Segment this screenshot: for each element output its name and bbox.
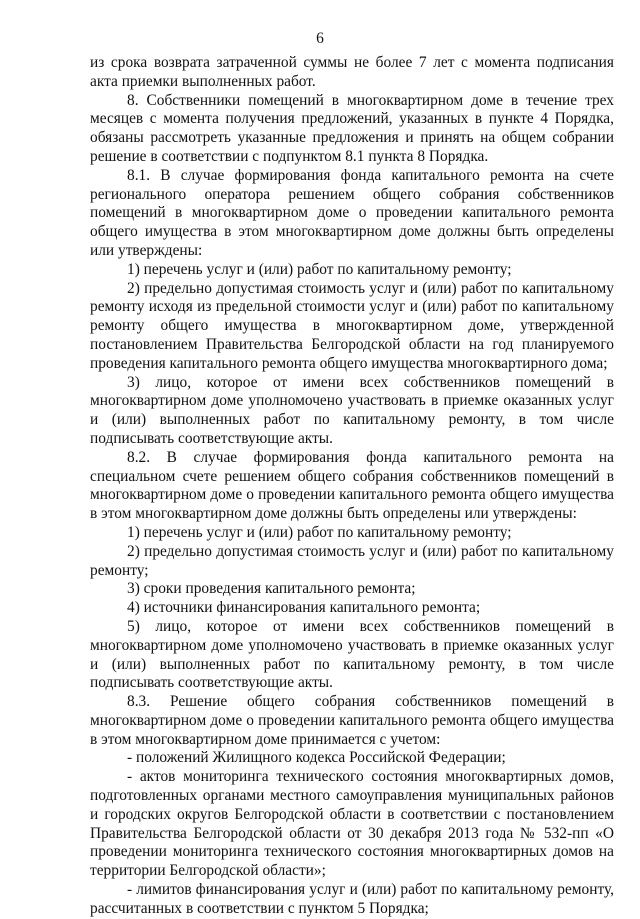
paragraph-8-1-item-1: 1) перечень услуг и (или) работ по капитальному ремонту; — [127, 260, 512, 278]
document-body — [90, 54, 614, 919]
paragraph-8-2-item-4: 4) источники финансирования капитального ремонта; — [127, 599, 481, 617]
paragraph-8: 8. Собственники помещений в многоквартирном доме в течение трех месяцев с момента получения предложений, указанных в пункте 4 Порядка, обязаны рассмотреть указанные предложения и принять на общем собрании решение в соответствии с подпунктом 8.1 пункта 8 Порядка. — [90, 91, 614, 165]
paragraph-8-3-bullet-2: - актов мониторинга технического состояния многоквартирных домов, подготовленных органами местного самоуправления муниципальных районов и городских округов Белгородской области в соответствии с постановлением Правительства Белгородской области от 30 декабря 2013 года № 532-пп «О проведении мониторинга технического состояния многоквартирных домов на территории Белгородской области»; — [90, 768, 614, 880]
paragraph-8-2-item-3: 3) сроки проведения капитального ремонта; — [127, 580, 416, 598]
paragraph-8-3-bullet-3: - лимитов финансирования услуг и (или) работ по капитальному ремонту, рассчитанных в соответствии с пунктом 5 Порядка; — [90, 881, 614, 917]
paragraph-8-1-item-2: 2) предельно допустимая стоимость услуг и (или) работ по капитальному ремонту исходя из предельной стоимости услуг и (или) работ по капитальному ремонту общего имущества в многоквартирном доме, утвержденной постановлением Правительства Белгородской области на год планируемого проведения капитального ремонта общего имущества многоквартирного дома; — [90, 279, 614, 372]
paragraph-8-2-item-2: 2) предельно допустимая стоимость услуг и (или) работ по капитальному ремонту; — [90, 542, 614, 579]
paragraph-continuation: из срока возврата затраченной суммы не более 7 лет с момента подписания акта приемки выполненных работ. — [90, 54, 614, 90]
paragraph-8-3-bullet-1: - положений Жилищного кодекса Российской Федерации; — [127, 749, 506, 767]
paragraph-8-2: 8.2. В случае формирования фонда капитального ремонта на специальном счете решением общего собрания собственников помещений в многоквартирном доме о проведении капитального ремонта общего имущества в этом многоквартирном доме должны быть определены или утверждены: — [90, 448, 614, 523]
paragraph-8-2-item-1: 1) перечень услуг и (или) работ по капитальному ремонту; — [127, 523, 512, 541]
paragraph-8-2-item-5: 5) лицо, которое от имени всех собственников помещений в многоквартирном доме уполномочено участвовать в приемке оказанных услуг и (или) выполненных работ по капитальному ремонту, в том числе подписывать соответствующие акты. — [90, 617, 614, 692]
page-number: 6 — [316, 30, 324, 47]
paragraph-8-1-item-3: 3) лицо, которое от имени всех собственников помещений в многоквартирном доме уполномочено участвовать в приемке оказанных услуг и (или) выполненных работ по капитальному ремонту, в том числе подписывать соответствующие акты. — [90, 373, 614, 447]
paragraph-8-3: 8.3. Решение общего собрания собственников помещений в многоквартирном доме о проведении капитального ремонта общего имущества в этом многоквартирном доме принимается с учетом: — [90, 693, 614, 748]
paragraph-8-1: 8.1. В случае формирования фонда капитального ремонта на счете регионального оператора решением общего собрания собственников помещений в многоквартирном доме о проведении капитального ремонта общего имущества в этом многоквартирном доме должны быть определены или утверждены: — [90, 166, 614, 259]
